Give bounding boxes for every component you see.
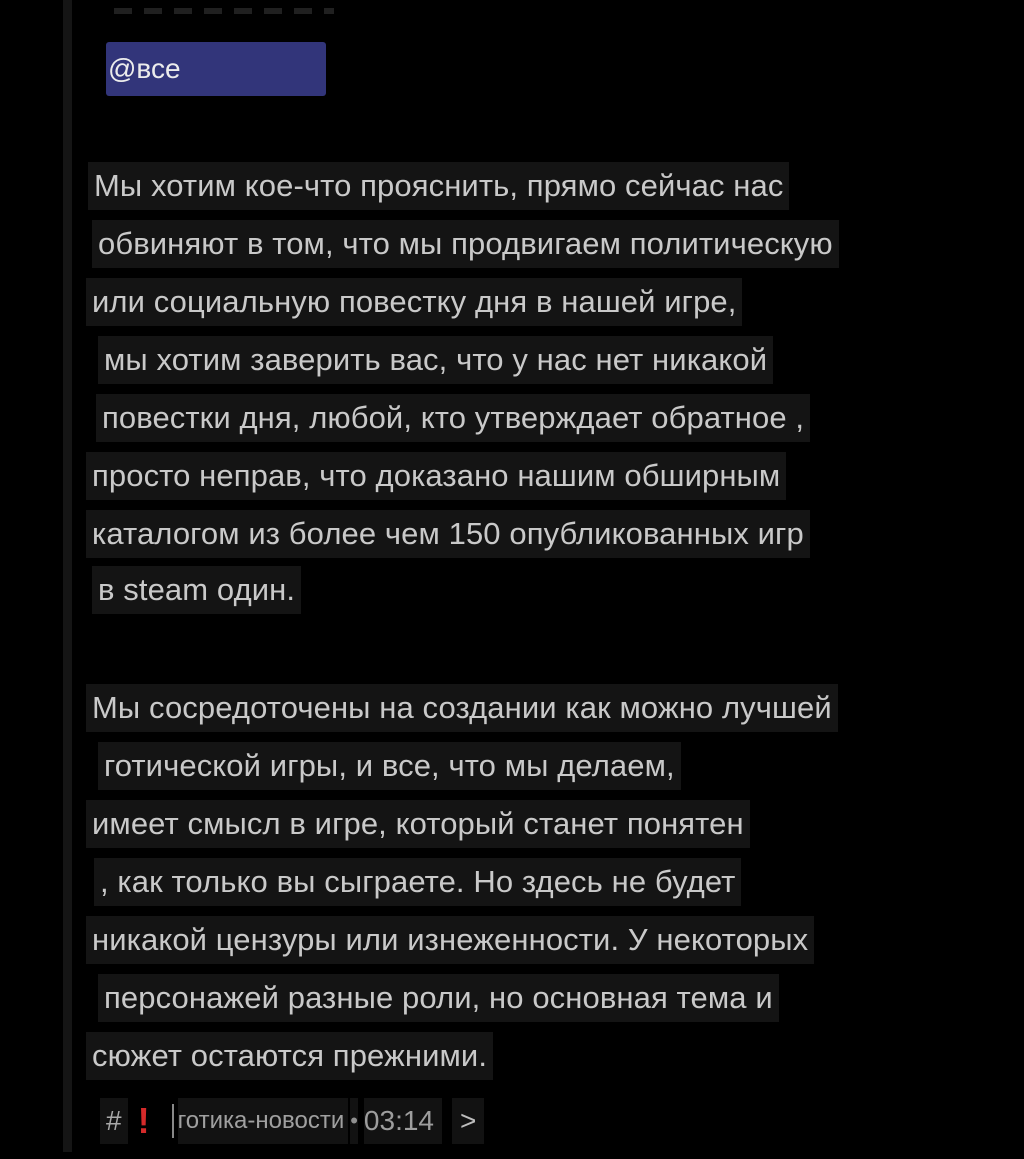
message-line: сюжет остаются прежними. (86, 1032, 493, 1080)
channel-name[interactable]: готика-новости (178, 1098, 349, 1144)
message-line: просто неправ, что доказано нашим обширным (86, 452, 786, 500)
message-line: готической игры, и все, что мы делаем, (98, 742, 681, 790)
message-line: Мы сосредоточены на создании как можно лучшей (86, 684, 838, 732)
message-line: мы хотим заверить вас, что у нас нет никакой (98, 336, 773, 384)
channel-breadcrumb[interactable] (100, 1098, 484, 1144)
exclamation-icon: ! (137, 1100, 150, 1141)
message-line: имеет смысл в игре, который станет понятен (86, 800, 750, 848)
message-line: повестки дня, любой, кто утверждает обратное , (96, 394, 810, 442)
separator (172, 1104, 174, 1138)
cut-off-text-fragment (106, 0, 342, 16)
dot-separator: • (350, 1098, 358, 1144)
message-line: обвиняют в том, что мы продвигаем политическую (92, 220, 839, 268)
mention-everyone[interactable]: @все (106, 42, 326, 96)
message-line: в steam один. (92, 566, 301, 614)
message-line: Мы хотим кое-что прояснить, прямо сейчас нас (88, 162, 789, 210)
thread-rule (63, 0, 72, 1152)
message-line: никакой цензуры или изнеженности. У некоторых (86, 916, 814, 964)
message-line: или социальную повестку дня в нашей игре, (86, 278, 742, 326)
message-line: каталогом из более чем 150 опубликованных игр (86, 510, 810, 558)
hash-icon: # (100, 1098, 128, 1144)
message-line: , как только вы сыграете. Но здесь не будет (94, 858, 741, 906)
message-line: персонажей разные роли, но основная тема и (98, 974, 779, 1022)
timestamp: 03:14 (364, 1098, 442, 1144)
chevron-right-icon[interactable]: > (452, 1098, 484, 1144)
